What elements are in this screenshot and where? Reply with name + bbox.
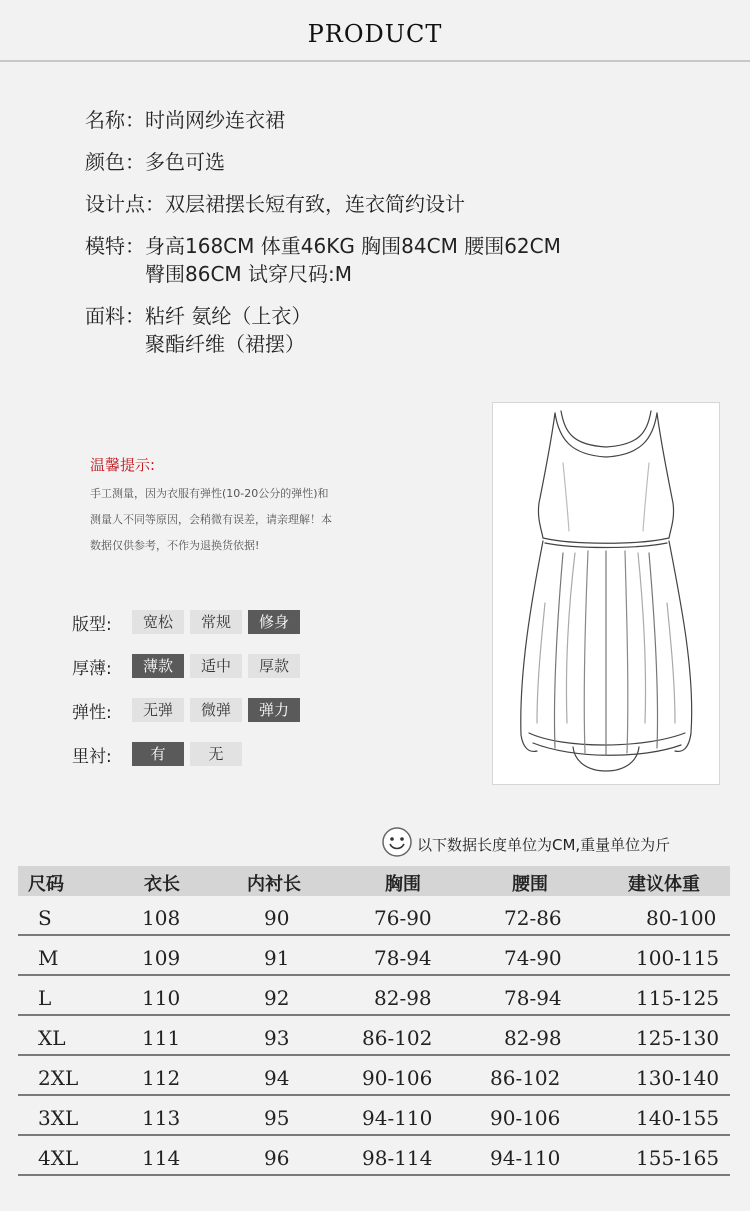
info-label: 名称： — [85, 108, 145, 132]
cell-size: 2XL — [38, 1066, 79, 1090]
page-title: PRODUCT — [307, 20, 443, 48]
cell-bust: 98-114 — [362, 1146, 433, 1170]
dress-sketch — [492, 402, 720, 785]
page-header — [0, 0, 750, 62]
cell-length: 113 — [142, 1106, 181, 1130]
product-info — [85, 106, 561, 372]
fit-option: 宽松 — [132, 610, 184, 634]
cell-weight: 125-130 — [636, 1026, 720, 1050]
attr-label: 厚薄: — [72, 658, 112, 679]
cell-bust: 90-106 — [362, 1066, 433, 1090]
cell-size: M — [38, 946, 59, 970]
cell-weight: 130-140 — [636, 1066, 720, 1090]
cell-length: 108 — [142, 906, 181, 930]
cell-length: 114 — [142, 1146, 181, 1170]
attr-label: 弹性: — [72, 702, 112, 723]
dress-sketch-drawing — [493, 403, 719, 784]
attr-label: 里衬: — [72, 746, 112, 767]
elasticity-option: 微弹 — [190, 698, 242, 722]
info-design — [85, 190, 561, 218]
table-header — [18, 866, 730, 896]
lining-option: 无 — [190, 742, 242, 766]
cell-bust: 76-90 — [374, 906, 432, 930]
info-name — [85, 106, 561, 134]
cell-waist: 94-110 — [490, 1146, 561, 1170]
cell-lining-length: 94 — [264, 1066, 290, 1090]
info-label: 面料： — [85, 304, 145, 328]
elasticity-option: 无弹 — [132, 698, 184, 722]
cell-lining-length: 90 — [264, 906, 290, 930]
cell-weight: 115-125 — [636, 986, 720, 1010]
cell-length: 110 — [142, 986, 181, 1010]
col-length: 衣长 — [144, 874, 180, 895]
table-row — [18, 1056, 730, 1096]
cell-bust: 94-110 — [362, 1106, 433, 1130]
cell-waist: 74-90 — [504, 946, 562, 970]
info-value: 双层裙摆长短有致，连衣简约设计 — [165, 192, 465, 216]
col-waist: 腰围 — [512, 874, 548, 895]
info-color — [85, 148, 561, 176]
cell-length: 112 — [142, 1066, 181, 1090]
col-weight: 建议体重 — [628, 874, 700, 895]
cell-lining-length: 93 — [264, 1026, 290, 1050]
cell-size: L — [38, 986, 52, 1010]
unit-note — [381, 826, 670, 862]
tips-line: 手工测量，因为衣服有弹性(10-20公分的弹性)和 — [90, 487, 329, 500]
attr-elasticity — [72, 697, 306, 723]
cell-lining-length: 91 — [264, 946, 290, 970]
table-row — [18, 936, 730, 976]
info-label: 颜色： — [85, 150, 145, 174]
info-model — [85, 232, 561, 288]
cell-size: XL — [38, 1026, 66, 1050]
cell-bust: 78-94 — [374, 946, 432, 970]
cell-lining-length: 96 — [264, 1146, 290, 1170]
elasticity-option-selected: 弹力 — [248, 698, 300, 722]
cell-waist: 86-102 — [490, 1066, 561, 1090]
table-row — [18, 1136, 730, 1176]
thickness-option: 厚款 — [248, 654, 300, 678]
cell-waist: 78-94 — [504, 986, 562, 1010]
cell-bust: 86-102 — [362, 1026, 433, 1050]
info-value: 时尚网纱连衣裙 — [145, 108, 285, 132]
table-row — [18, 1016, 730, 1056]
table-row — [18, 896, 730, 936]
attribute-panel — [72, 609, 306, 785]
cell-size: S — [38, 906, 52, 930]
info-value: 聚酯纤维（裙摆） — [145, 332, 305, 356]
cell-waist: 90-106 — [490, 1106, 561, 1130]
attr-thickness — [72, 653, 306, 679]
cell-length: 109 — [142, 946, 181, 970]
cell-size: 3XL — [38, 1106, 79, 1130]
size-table — [18, 866, 730, 1176]
col-lining-length: 内衬长 — [247, 874, 301, 895]
col-bust: 胸围 — [385, 874, 421, 895]
info-value: 多色可选 — [145, 150, 225, 174]
info-value: 臀围86CM 试穿尺码:M — [145, 262, 353, 286]
cell-length: 111 — [142, 1026, 181, 1050]
attr-fit — [72, 609, 306, 635]
table-row — [18, 1096, 730, 1136]
info-fabric — [85, 302, 561, 358]
info-label: 设计点： — [85, 192, 165, 216]
info-label: 模特： — [85, 234, 145, 258]
table-row — [18, 976, 730, 1016]
thickness-option: 适中 — [190, 654, 242, 678]
cell-lining-length: 92 — [264, 986, 290, 1010]
cell-weight: 100-115 — [636, 946, 720, 970]
attr-lining — [72, 741, 306, 767]
tips-line: 测量人不同等原因，会稍微有误差，请亲理解！本 — [90, 513, 332, 526]
cell-size: 4XL — [38, 1146, 79, 1170]
unit-note-text: 以下数据长度单位为CM,重量单位为斤 — [417, 835, 671, 854]
tips-title: 温馨提示: — [90, 456, 156, 474]
thickness-option-selected: 薄款 — [132, 654, 184, 678]
smiley-icon — [381, 826, 417, 862]
lining-option-selected: 有 — [132, 742, 184, 766]
info-value: 身高168CM 体重46KG 胸围84CM 腰围62CM — [145, 234, 561, 258]
cell-weight: 155-165 — [636, 1146, 720, 1170]
fit-option: 常规 — [190, 610, 242, 634]
cell-waist: 72-86 — [504, 906, 562, 930]
tips-box — [90, 454, 390, 559]
cell-waist: 82-98 — [504, 1026, 562, 1050]
info-value: 粘纤 氨纶（上衣） — [145, 304, 312, 328]
cell-lining-length: 95 — [264, 1106, 290, 1130]
cell-weight: 140-155 — [636, 1106, 720, 1130]
col-size: 尺码 — [28, 874, 64, 895]
tips-line: 数据仅供参考，不作为退换货依据! — [90, 539, 260, 552]
attr-label: 版型: — [72, 614, 112, 635]
fit-option-selected: 修身 — [248, 610, 300, 634]
cell-weight: 80-100 — [646, 906, 717, 930]
cell-bust: 82-98 — [374, 986, 432, 1010]
